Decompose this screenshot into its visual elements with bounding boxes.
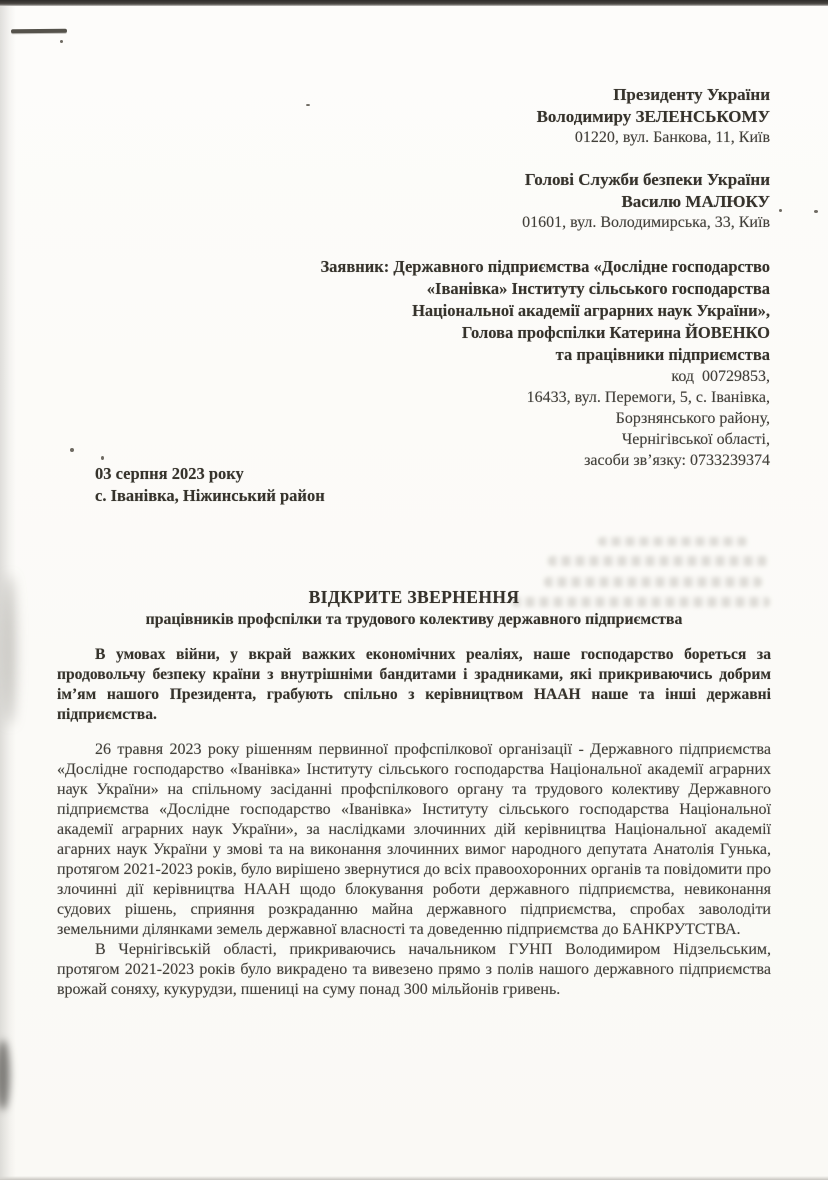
applicant-line: Заявник: Державного підприємства «Дослідне господарство <box>320 257 770 276</box>
dateline-block <box>95 463 325 507</box>
applicant-line: Голова профспілки Катерина ЙОВЕНКО <box>461 323 770 342</box>
recipient-name: Володимиру ЗЕЛЕНСЬКОМУ <box>536 106 770 126</box>
bleedthrough-reverse-text <box>548 556 768 566</box>
scan-bottom-edge <box>0 1176 828 1180</box>
scan-speck <box>814 210 818 213</box>
document-place: с. Іванівка, Ніжинський район <box>95 486 325 505</box>
applicant-line: та працівники підприємства <box>555 345 770 364</box>
recipient-address: 01601, вул. Володимирська, 33, Київ <box>522 214 770 231</box>
applicant-address-line: 16433, вул. Перемоги, 5, с. Іванівка, <box>526 389 770 406</box>
document-title: ВІДКРИТЕ ЗВЕРНЕННЯ <box>308 587 520 607</box>
scan-speck <box>70 448 74 452</box>
applicant-contact-line: засоби зв’язку: 0733239374 <box>584 452 770 469</box>
scan-speck <box>306 104 310 106</box>
recipient-title: Голові Служби безпеки України <box>524 170 770 189</box>
scan-pen-mark <box>11 29 67 34</box>
body-paragraph: 26 травня 2023 року рішенням первинної профспілкової організації - Державного підприємства «Дослідне господарство «Іванівка» Інституту сільського господарства Національної академії аграрних наук України» на спільному засіданні профспілкового органу та трудового колективу Державного підприємства «Дослідне господарство «Іванівка» Інституту сільського господарства Національної академії аграрних наук України», за наслідками злочинних дій керівництва Національної академії агарних наук України у змові та на виконання злочинних вимог народного депутата Анатолія Гунька, протягом 2021-2023 років, було вирішено звернутися до всіх правоохоронних органів та повідомити про злочинні дії керівництва НААН щодо блокування роботи державного підприємства, невиконання судових рішень, сприяння розкраданню майна державного підприємства, спробах заволодіти земельними ділянками земель державної власності та доведенню підприємства до БАНКРУТСТВА. <box>57 741 771 938</box>
scan-speck <box>60 40 63 43</box>
scan-top-edge-shadow <box>0 0 828 6</box>
applicant-address-line: Борзнянського району, <box>615 410 770 427</box>
bleedthrough-reverse-text <box>598 537 748 546</box>
recipient-address: 01220, вул. Банкова, 11, Київ <box>574 129 770 146</box>
recipient-block-sbu <box>522 169 770 234</box>
applicant-line: Національної академії аграрних наук України», <box>412 301 770 320</box>
body-paragraph: В Чернігівській області, прикриваючись начальником ГУНП Володимиром Нідзельським, протягом 2021-2023 років було викрадено та вивезено прямо з полів нашого державного підприємства врожай соняху, кукурудзи, пшениці на суму понад 300 мільйонів гривень. <box>57 941 771 998</box>
applicant-code-line: код 00729853, <box>671 368 770 385</box>
recipient-block-president <box>537 84 770 149</box>
document-body <box>57 645 771 1000</box>
title-block <box>0 586 828 631</box>
body-paragraph: В умовах війни, у вкрай важких економічних реаліях, наше господарство бореться за продовольчу безпеку країни з внутрішніми бандитами і зрадниками, які прикриваючись добрим ім’ям нашого Президента, грабують спільно з керівництвом НААН наше та інші державні підприємства. <box>57 646 771 723</box>
document-subtitle: працівників профспілки та трудового колективу державного підприємства <box>145 611 683 628</box>
document-date: 03 серпня 2023 року <box>95 464 244 483</box>
scan-speck <box>101 456 104 460</box>
applicant-line: «Іванівка» Інституту сільського господарства <box>426 279 770 298</box>
recipient-title: Президенту України <box>613 85 770 104</box>
applicant-block <box>320 256 770 471</box>
applicant-address-line: Чернігівської області, <box>621 431 770 448</box>
recipient-name: Василю МАЛЮКУ <box>621 191 770 211</box>
scan-speck <box>779 209 782 212</box>
